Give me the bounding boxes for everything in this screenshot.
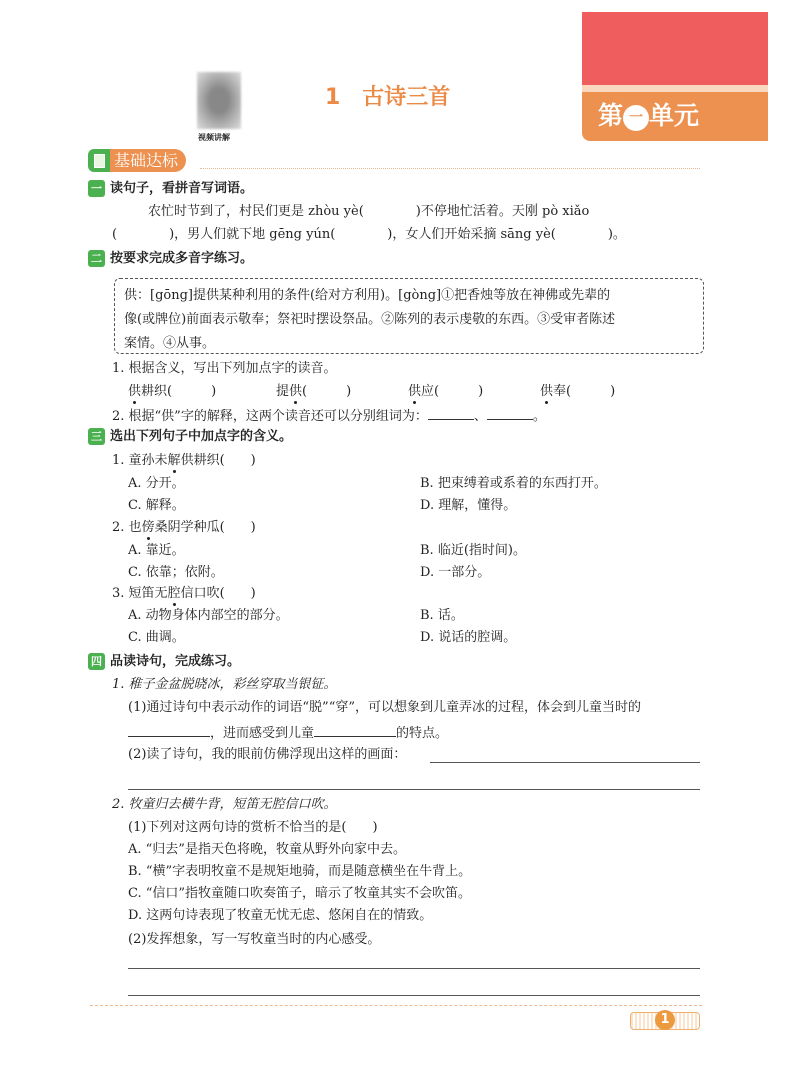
q2-word: 供应( ) (408, 384, 484, 399)
q3-item: 1. 童孙未解供耕织( ) (112, 453, 256, 468)
poem-1: 1. 稚子金盆脱晓冰，彩丝穿取当银钲。 (112, 677, 337, 692)
video-thumbnail[interactable] (197, 72, 241, 129)
answer-line[interactable] (128, 995, 700, 996)
section-divider (200, 168, 700, 169)
answer-line[interactable] (430, 762, 700, 763)
option: D. 这两句诗表现了牧童无忧无虑、悠闲自在的情致。 (128, 908, 433, 923)
answer-line[interactable] (128, 968, 700, 969)
unit-number: 一 (623, 105, 649, 131)
option: C. 曲调。 (128, 630, 185, 645)
option: A. 动物身体内部空的部分。 (128, 608, 289, 623)
lesson-title: 1 古诗三首 (325, 85, 451, 110)
q1-line2: ( )，男人们就下地 gēng yún( )，女人们开始采摘 sāng yè( )。 (112, 227, 626, 242)
q1-line1: 农忙时节到了，村民们更是 zhòu yè( )不停地忙活着。天刚 pò xiǎo (148, 204, 590, 219)
option: C. 解释。 (128, 498, 185, 513)
option: C. 依靠；依附。 (128, 565, 224, 580)
q2-sub1: 1. 根据含义，写出下列加点字的读音。 (112, 361, 337, 376)
q2-word: 供耕织( ) (128, 384, 217, 399)
q2-sub2: 2. 根据“供”字的解释，这两个读音还可以分别组词为： 、 。 (112, 405, 546, 426)
footer-divider (90, 1005, 702, 1006)
definition-line: 案情。④从事。 (124, 336, 216, 351)
q4-p1-a1: (1)通过诗句中表示动作的词语“脱”“穿”，可以想象到儿童弄冰的过程，体会到儿童当时的 (128, 700, 641, 715)
q3-badge: 三 (88, 428, 105, 445)
q2-word: 提供( ) (276, 384, 352, 399)
q1-heading (88, 180, 253, 198)
answer-line[interactable] (128, 789, 700, 790)
q4-p1-a2: (2)读了诗句，我的眼前仿佛浮现出这样的画面： (128, 747, 407, 762)
unit-tab (582, 92, 768, 141)
option: A. “归去”是指天色将晚，牧童从野外向家中去。 (128, 842, 406, 857)
q4-p1-a1b: ，进而感受到儿童 的特点。 (128, 722, 448, 743)
option: D. 说话的腔调。 (420, 630, 517, 645)
unit-prefix: 第 (598, 101, 624, 130)
option: D. 理解，懂得。 (420, 498, 517, 513)
q3-item: 3. 短笛无腔信口吹( ) (112, 586, 256, 601)
option: C. “信口”指牧童随口吹奏笛子，暗示了牧童其实不会吹笛。 (128, 886, 472, 901)
option: D. 一部分。 (420, 565, 491, 580)
video-label: 视频讲解 (198, 133, 230, 142)
q2-word: 供奉( ) (540, 384, 616, 399)
q4-p2-a1: (1)下列对这两句诗的赏析不恰当的是( ) (128, 820, 378, 835)
option: B. 话。 (420, 608, 464, 623)
option: A. 分开。 (128, 476, 185, 491)
unit-tab-red (582, 12, 768, 85)
q1-heading-text: 读句子，看拼音写词语。 (110, 181, 254, 196)
q4-badge: 四 (88, 653, 105, 670)
option: B. 临近(指时间)。 (420, 543, 526, 558)
page-number: 1 (655, 1010, 675, 1030)
definition-line: 供：[gōng]提供某种利用的条件(给对方利用)。[gòng]①把香烛等放在神佛或先辈的 (124, 288, 611, 303)
section-label: 基础达标 (110, 149, 186, 172)
q3-heading (88, 428, 292, 446)
document-icon (88, 149, 110, 172)
q4-heading-text: 品读诗句，完成练习。 (110, 654, 241, 669)
unit-tab-strip (582, 85, 768, 92)
poem-2: 2. 牧童归去横牛背，短笛无腔信口吹。 (112, 797, 337, 812)
option: B. “横”字表明牧童不是规矩地骑，而是随意横坐在牛背上。 (128, 864, 472, 879)
q1-badge: 一 (88, 180, 105, 197)
option: B. 把束缚着或系着的东西打开。 (420, 476, 607, 491)
q4-heading (88, 653, 240, 671)
unit-suffix: 单元 (649, 101, 700, 130)
q2-heading-text: 按要求完成多音字练习。 (110, 251, 254, 266)
q3-heading-text: 选出下列句子中加点字的含义。 (110, 429, 293, 444)
option: A. 靠近。 (128, 543, 185, 558)
q2-badge: 二 (88, 250, 105, 267)
q4-p2-a2: (2)发挥想象，写一写牧童当时的内心感受。 (128, 932, 381, 947)
q2-heading (88, 250, 253, 268)
q3-item: 2. 也傍桑阴学种瓜( ) (112, 520, 256, 535)
definition-line: 像(或牌位)前面表示敬奉；祭祀时摆设祭品。②陈列的表示虔敬的东西。③受审者陈述 (124, 312, 616, 327)
